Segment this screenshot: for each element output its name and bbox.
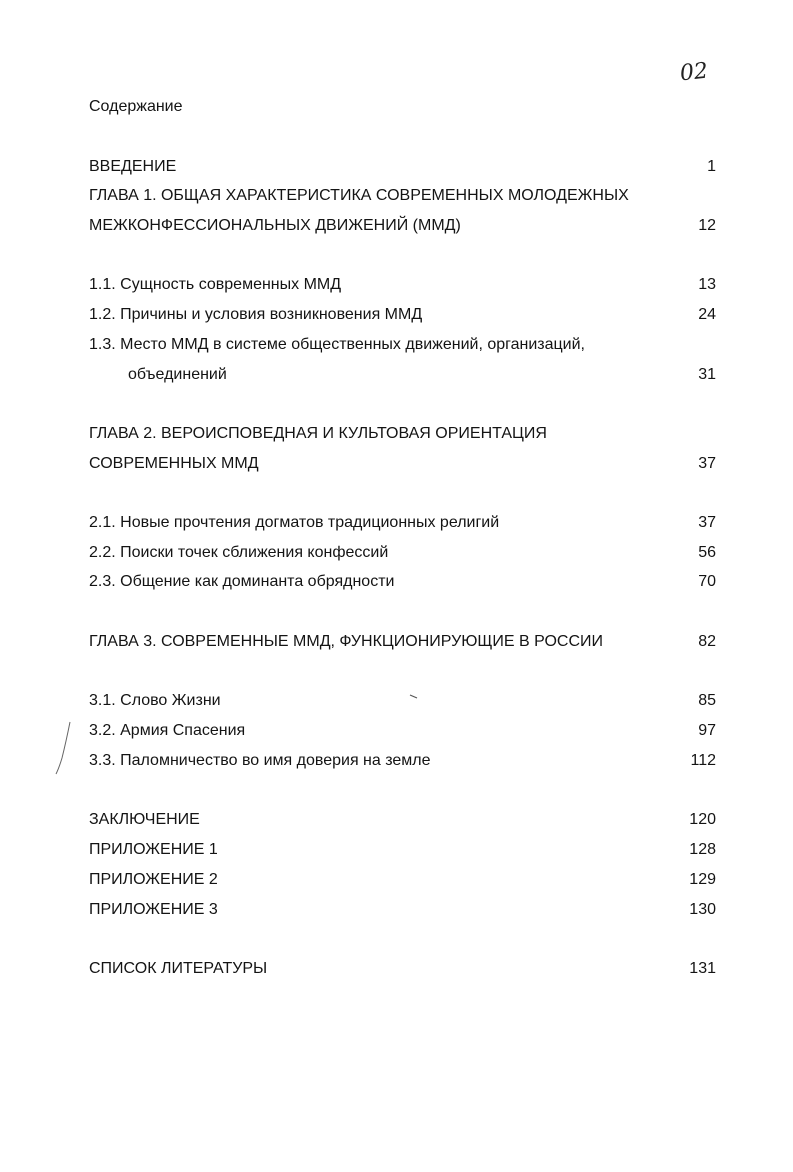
toc-entry-text: ГЛАВА 2. ВЕРОИСПОВЕДНАЯ И КУЛЬТОВАЯ ОРИЕНТАЦИЯ xyxy=(89,425,547,442)
toc-entry-text: 1.3. Место ММД в системе общественных движений, организаций, xyxy=(89,336,585,353)
toc-entry-page: 13 xyxy=(698,276,716,293)
margin-pencil-mark xyxy=(48,718,78,778)
toc-entry xyxy=(89,809,716,831)
toc-entry-page: 31 xyxy=(698,366,716,383)
toc-entry-text: МЕЖКОНФЕССИОНАЛЬНЫХ ДВИЖЕНИЙ (ММД) xyxy=(89,217,461,234)
toc-entry xyxy=(89,542,716,564)
toc-entry-page: 128 xyxy=(689,841,716,858)
toc-entry-page: 120 xyxy=(689,811,716,828)
toc-entry xyxy=(89,364,716,386)
toc-heading: Содержание xyxy=(89,98,183,115)
toc-entry-text: ПРИЛОЖЕНИЕ 2 xyxy=(89,871,218,888)
toc-entry xyxy=(89,690,716,712)
toc-entry xyxy=(89,156,716,178)
toc-entry-page: 1 xyxy=(707,158,716,175)
toc-entry-text: 3.3. Паломничество во имя доверия на земле xyxy=(89,752,431,769)
toc-entry-page: 97 xyxy=(698,722,716,739)
toc-entry-page: 129 xyxy=(689,871,716,888)
toc-entry-page: 112 xyxy=(690,752,716,769)
toc-entry-page: 12 xyxy=(698,217,716,234)
toc-entry xyxy=(89,334,716,356)
toc-entry xyxy=(89,304,716,326)
toc-entry-page: 82 xyxy=(698,633,716,650)
toc-entry-page: 131 xyxy=(689,960,716,977)
toc-entry xyxy=(89,631,716,653)
toc-entry-page: 85 xyxy=(698,692,716,709)
toc-entry xyxy=(89,839,716,861)
toc-entry xyxy=(89,720,716,742)
toc-entry xyxy=(89,274,716,296)
toc-entry-text: 2.2. Поиски точек сближения конфессий xyxy=(89,544,389,561)
toc-entry-page: 37 xyxy=(698,514,716,531)
scan-speck xyxy=(408,693,420,701)
toc-entry-page: 37 xyxy=(698,455,716,472)
toc-entry-text: СОВРЕМЕННЫХ ММД xyxy=(89,455,259,472)
toc-entry xyxy=(89,958,716,980)
toc-entry-text: ГЛАВА 1. ОБЩАЯ ХАРАКТЕРИСТИКА СОВРЕМЕННЫХ МОЛОДЕЖНЫХ xyxy=(89,187,629,204)
toc-entry-text: 2.3. Общение как доминанта обрядности xyxy=(89,573,395,590)
toc-entry-page: 24 xyxy=(698,306,716,323)
toc-entry xyxy=(89,423,716,445)
toc-entry xyxy=(89,453,716,475)
toc-entry-text: 1.2. Причины и условия возникновения ММД xyxy=(89,306,423,323)
toc-entry-text: ПРИЛОЖЕНИЕ 3 xyxy=(89,901,218,918)
toc-entry-text: ГЛАВА 3. СОВРЕМЕННЫЕ ММД, ФУНКЦИОНИРУЮЩИЕ В РОССИИ xyxy=(89,633,603,650)
toc-entry-text: объединений xyxy=(128,366,227,383)
toc-entry xyxy=(89,215,716,237)
toc-entry xyxy=(89,512,716,534)
toc-entry-page: 70 xyxy=(698,573,716,590)
toc-entry xyxy=(89,571,716,593)
toc-entry-text: 3.1. Слово Жизни xyxy=(89,692,221,709)
toc-entry xyxy=(89,185,716,207)
toc-entry-text: СПИСОК ЛИТЕРАТУРЫ xyxy=(89,960,268,977)
toc-entry-page: 56 xyxy=(698,544,716,561)
toc-entry-text: ЗАКЛЮЧЕНИЕ xyxy=(89,811,200,828)
toc-entry xyxy=(89,869,716,891)
toc-entry xyxy=(89,750,716,772)
toc-entry-page: 130 xyxy=(689,901,716,918)
toc-entry-text: ВВЕДЕНИЕ xyxy=(89,158,177,175)
toc-entry-text: 1.1. Сущность современных ММД xyxy=(89,276,342,293)
handwritten-page-mark: 02 xyxy=(678,58,710,87)
toc-entry-text: ПРИЛОЖЕНИЕ 1 xyxy=(89,841,218,858)
toc-entry-text: 3.2. Армия Спасения xyxy=(89,722,246,739)
toc-entry-text: 2.1. Новые прочтения догматов традиционных религий xyxy=(89,514,500,531)
toc-entry xyxy=(89,899,716,921)
